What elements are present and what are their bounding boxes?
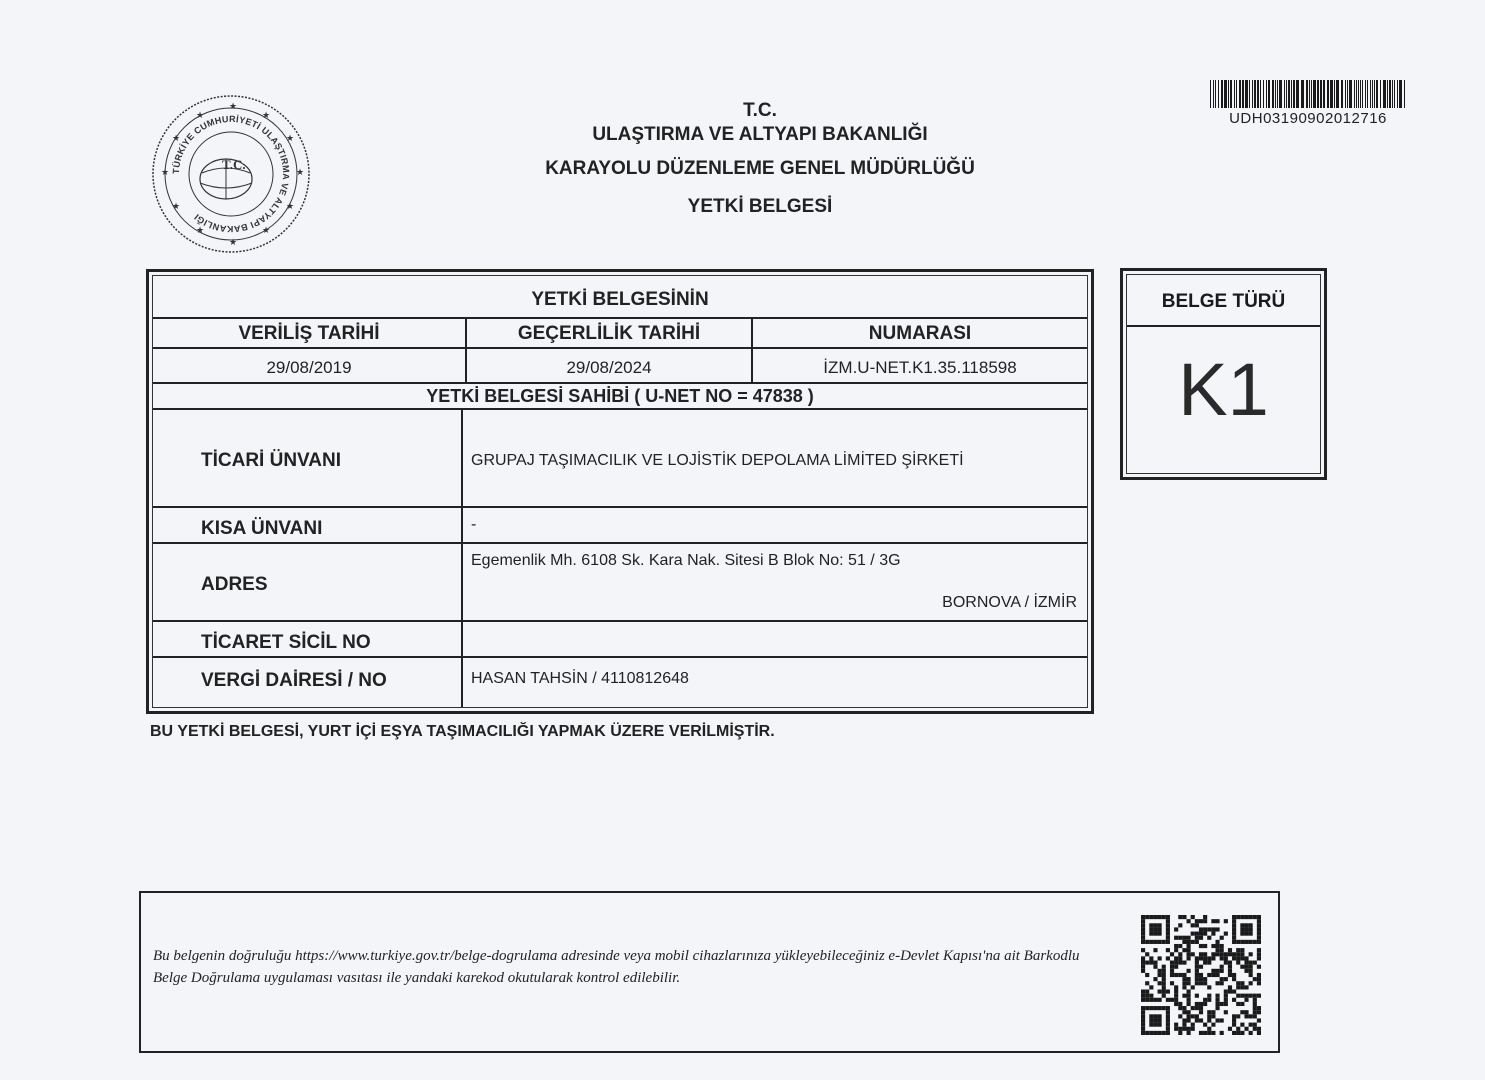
header-directorate: KARAYOLU DÜZENLEME GENEL MÜDÜRLÜĞÜ bbox=[545, 158, 975, 179]
document-type-label: BELGE TÜRÜ bbox=[1161, 291, 1286, 312]
document-title: YETKİ BELGESİ bbox=[687, 196, 833, 217]
issue-date-header: VERİLİŞ TARİHİ bbox=[238, 323, 380, 344]
number-header: NUMARASI bbox=[868, 323, 972, 344]
seal-center-text: T.C. bbox=[222, 157, 246, 172]
svg-text:★: ★ bbox=[262, 110, 271, 120]
svg-text:★: ★ bbox=[229, 101, 238, 111]
trade-name-value: GRUPAJ TAŞIMACILIK VE LOJİSTİK DEPOLAMA LİMİTED ŞİRKETİ bbox=[471, 452, 964, 469]
svg-text:★: ★ bbox=[286, 201, 295, 211]
svg-text:★: ★ bbox=[161, 167, 170, 177]
verification-text: Bu belgenin doğruluğu https://www.turkiye.gov.tr/belge-dogrulama adresinde veya mobil cihazlarınıza yükleyebileceğiniz e-Devlet Kapısı'na ait Barkodlu Belge Doğrulama uygulaması vasıtası ile yandaki karekod okutularak kontrol edilebilir. bbox=[153, 948, 1080, 986]
authorization-note: BU YETKİ BELGESİ, YURT İÇİ EŞYA TAŞIMACILIĞI YAPMAK ÜZERE VERİLMİŞTİR. bbox=[150, 723, 775, 740]
verification-box bbox=[139, 891, 1280, 1053]
svg-text:★: ★ bbox=[196, 225, 205, 235]
tax-office-label: VERGİ DAİRESİ / NO bbox=[201, 670, 387, 691]
document-type-value: K1 bbox=[1178, 348, 1269, 431]
short-name-label: KISA ÜNVANI bbox=[201, 518, 323, 539]
issue-date-value: 29/08/2019 bbox=[266, 358, 352, 377]
svg-text:★: ★ bbox=[196, 110, 205, 120]
validity-date-value: 29/08/2024 bbox=[566, 358, 652, 377]
address-label: ADRES bbox=[201, 574, 268, 595]
ministry-seal-icon bbox=[150, 93, 312, 255]
seal-text: TÜRKİYE CUMHURİYETİ ULAŞTIRMA VE ALTYAPI BAKANLIĞI bbox=[170, 113, 292, 235]
address-line-1: Egemenlik Mh. 6108 Sk. Kara Nak. Sitesi B Blok No: 51 / 3G bbox=[471, 552, 901, 569]
document-type-box bbox=[1120, 268, 1327, 480]
trade-name-label: TİCARİ ÜNVANI bbox=[201, 450, 342, 471]
svg-text:★: ★ bbox=[262, 225, 271, 235]
section-title: YETKİ BELGESİNİN bbox=[531, 289, 709, 310]
header-country: T.C. bbox=[743, 100, 777, 121]
barcode-icon bbox=[1210, 80, 1408, 108]
owner-title: YETKİ BELGESİ SAHİBİ ( U-NET NO = 47838 ) bbox=[426, 386, 814, 406]
header-ministry: ULAŞTIRMA VE ALTYAPI BAKANLIĞI bbox=[592, 124, 928, 145]
tax-office-value: HASAN TAHSİN / 4110812648 bbox=[471, 670, 689, 687]
authorization-table bbox=[146, 269, 1094, 714]
validity-date-header: GEÇERLİLİK TARİHİ bbox=[517, 323, 701, 344]
svg-text:★: ★ bbox=[286, 133, 295, 143]
qr-code-icon bbox=[1141, 915, 1261, 1035]
short-name-value: - bbox=[471, 516, 477, 533]
barcode-number: UDH03190902012716 bbox=[1229, 110, 1387, 127]
address-line-2: BORNOVA / İZMİR bbox=[942, 594, 1077, 611]
svg-text:★: ★ bbox=[296, 167, 305, 177]
svg-text:★: ★ bbox=[172, 201, 181, 211]
certificate-number-value: İZM.U-NET.K1.35.118598 bbox=[823, 358, 1017, 377]
svg-text:★: ★ bbox=[172, 133, 181, 143]
registry-label: TİCARET SİCİL NO bbox=[201, 632, 371, 653]
svg-text:★: ★ bbox=[229, 237, 238, 247]
